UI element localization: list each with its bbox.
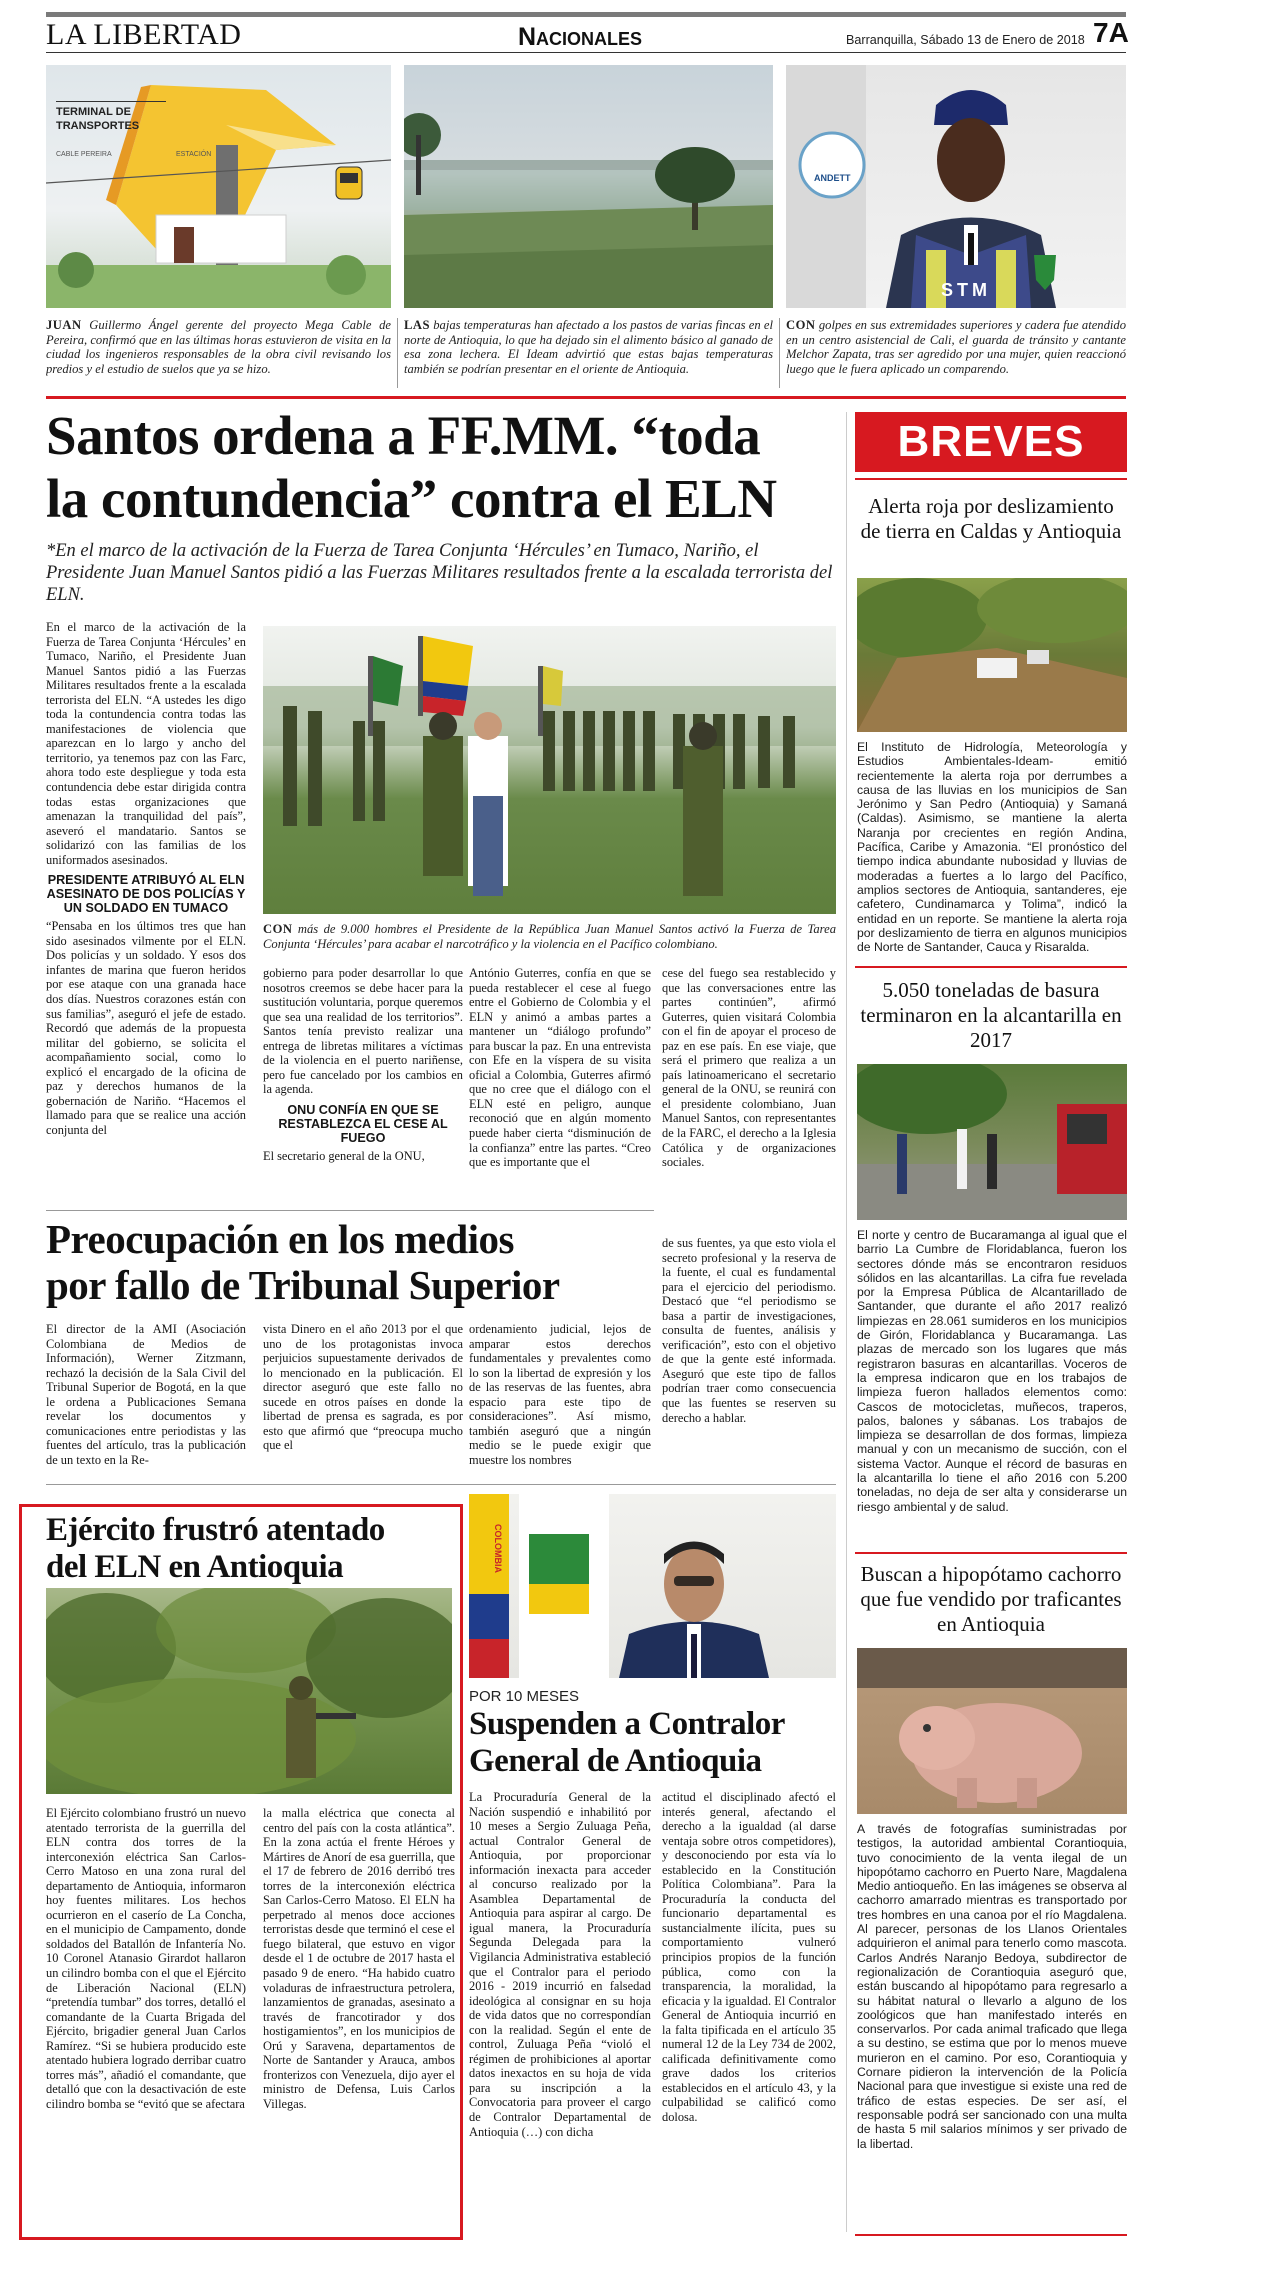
frost-landscape — [404, 65, 773, 308]
story3-headline — [46, 1512, 456, 1586]
main-col1-text: En el marco de la activación de la Fuerza de Tarea Conjunta ‘Hércules’ en Tumaco, Nariño, el Presidente Juan Manuel Santos pidió a las Fuerzas Militares resultados frente a la escalada terrorista del ELN. “A ustedes les digo toda la contundencia contra todas las manifestaciones de violencia que aparezcan en lo largo y ancho del territorio, ya tenemos paz con las Farc, ahora todo este despliegue y toda esta contundencia debe estar dirigida contra todas estas organizaciones que amenazan la tranquilidad del país”, aseveró el mandatario. Santos se solidarizó con las familias de los uniformados asesinados. — [46, 620, 246, 867]
hippo-illustration — [857, 1648, 1127, 1814]
terminal-overlay-title: TERMINAL DE TRANSPORTES — [56, 101, 166, 133]
story2-rule — [46, 1484, 836, 1485]
masthead-page-number: 7A — [1093, 17, 1129, 48]
caption-frost-text: bajas temperaturas han afectado a los pastos de varias fincas en el norte de Antioquia, lo que ha dejado sin el alimento básico al ganado de esa zona lechera. El Ideam advirtió que estas bajas temperaturas también se podrían presentar en el oriente de Antioquia. — [404, 318, 773, 376]
photo-contralor — [469, 1494, 836, 1678]
breve2-text: El norte y centro de Bucaramanga al igual que el barrio La Cumbre de Floridablanca, fueron los sectores dónde más se encontraron residuos sólidos en las alcantarillas. La cifra fue revelada por la Empresa Pública de Alcantarillado de Santander, que durante el año 2017 realizó limpiezas en 28.061 sumideros en los municipios de Girón, Floridablanca y Bucaramanga. Las plazas de mercado son los lugares que más registraron basuras en alcantarillas. Voceros de la empresa indicaron que en los trabajos de limpieza fueron hallados elementos como: Cascos de motocicletas, muñecos, traperos, palos, balones y sábanas. Los trabajos de limpieza se desarrollan de dos formas, limpieza manual y con un mecanismo de succión, con el sistema Vactor. Aunque el récord de basuras en la alcantarilla lo tiene el año 2016 con 5.200 toneladas, no deja de ser alta y considerarse un riesgo ambiental y de salud. — [857, 1228, 1127, 1514]
caption-cable-text: Guillermo Ángel gerente del proyecto Mega Cable de Pereira, confirmó que en las últimas horas estuvieron de visita en la ciudad los ingenieros responsables de la obra civil revisando los predios y el estudio de suelos que ya se hizo. — [46, 318, 391, 376]
story2-headline-line2: por fallo de Tribunal Superior — [46, 1262, 560, 1308]
story2-headline-line1: Preocupación en los medios — [46, 1216, 514, 1262]
story3-col2 — [263, 1806, 455, 2231]
story4-col2 — [662, 1790, 836, 2230]
photo-traffic-officer — [786, 65, 1126, 308]
main-photo-caption — [263, 922, 836, 958]
officer-illustration — [786, 65, 1126, 308]
main-col4-text: cese del fuego sea restablecido y que las conversaciones entre las partes continúen”, afirmó Guterres, quien visitará Colombia con el fin de apoyar el proceso de paz en ese país. En ese viaje, que será el primero que realiza a un país latinoamericano el secretario general de la ONU, se reunirá con el presidente colombiano, Juan Manuel Santos, con representantes de la FARC, el derecho a la Iglesia Católica y de organizaciones sociales. — [662, 966, 836, 1170]
breve-rule-bottom — [855, 2234, 1127, 2236]
story2-headline — [46, 1216, 656, 1308]
photo-soldier-jungle — [46, 1588, 452, 1794]
breves-label-box — [855, 412, 1127, 472]
flag-text-colombia: COLOMBIA — [493, 1524, 503, 1573]
story2-col1-text: El director de la AMI (Asociación Colombiana de Medios de Información), Werner Zitzmann, rechazó la decisión de la Sala Civil del Tribunal Superior de Bogotá, en la que le ordena a Publicaciones Semana revelar los documentos y comunicaciones entre periodistas y las fuentes del artículo, tras la publicación de un texto en la Re- — [46, 1322, 246, 1467]
main-col1 — [46, 620, 246, 1260]
main-col3 — [469, 966, 651, 1256]
photo-cable-car-terminal — [46, 65, 391, 308]
caption-officer-text: golpes en sus extremidades superiores y cadera fue atendido en un centro asistencial de Cali, el guarda de tránsito y cantante Melchor Zapata, tras ser agredido por una mujer, quien reaccionó luego que le fuera aplicado un comparendo. — [786, 318, 1126, 376]
breve-rule-2 — [855, 1552, 1127, 1554]
story2-col2-text: vista Dinero en el año 2013 por el que uno de los protagonistas invoca perjuicios supuestamente derivados de lo mencionado en la publicación. El director aseguró que este fallo no sucede en otros países en donde la libertad de prensa es sagrada, es por esto que afirmó que “preocupa mucho que el — [263, 1322, 463, 1453]
story4-col2-text: actitud el disciplinado afectó el interés general, afectando el derecho a la igualdad (al darse ventaja sobre otros competidores), y desconociendo por esta vía lo establecido en la Constitución Política Colombiana”. Para la Procuraduría la conducta del funcionario departamental es sustancialmente ilícita, pues su comportamiento vulneró principios propios de la función pública, como con la transparencia, la moralidad, la eficacia y la igualdad. El Contralor General de Antioquia incurrió en la falta tipificada en el artículo 35 numeral 12 de la Ley 734 de 2002, calificada definitivamente como grave dados los criterios establecidos en el artículo 43, y la culpabilidad se calificó como dolosa. — [662, 1790, 836, 2125]
breve2-title: 5.050 toneladas de basura terminaron en la alcantarilla en 2017 — [860, 978, 1122, 1052]
caption-cable-lead: JUAN — [46, 318, 82, 332]
main-subhead2: ONU CONFÍA EN QUE SE RESTABLEZCA EL CESE AL FUEGO — [278, 1102, 448, 1145]
main-col1b-text: “Pensaba en los últimos tres que han sido asesinados vilmente por el ELN. Dos policías y un soldado. Y esos dos infantes de marina que fueron heridos por ese ataque con una granada hace dos días. Nuestros corazones están con sus familias”, aseguró el jefe de estado. Recordó que además de la propuesta militar del gobierno, se solicita el acompañamiento social, como lo explicó el encargado de la oficina de paz y derechos humanos de la gobernación de Nariño. “Hacemos el llamado para que se realice una acción conjunta del — [46, 919, 246, 1137]
andett-logo-text: ANDETT — [814, 173, 851, 183]
caption-divider-2 — [779, 318, 780, 388]
main-photo-caption-lead: CON — [263, 922, 293, 936]
main-deck: *En el marco de la activación de la Fuerza de Tarea Conjunta ‘Hércules’ en Tumaco, Nariño, el Presidente Juan Manuel Santos pidió a las Fuerzas Militares resultados frente a la escalada terrorista del ELN. — [46, 541, 833, 605]
masthead-section: Nacionales — [518, 23, 643, 51]
breve1-text: El Instituto de Hidrología, Meteorología y Estudios Ambientales-Ideam- emitió recientemente la alerta roja por derrumbes a causa de las lluvias en los municipios de San Jerónimo y San Pedro (Antioquia) y Samaná (Caldas). Asimismo, se mantiene la alerta Naranja por crecientes en región Andina, Pacífica, Caribe y Amazonia. “El pronóstico del tiempo indica abundante nubosidad y lluvias de moderadas a fuertes a lo largo del Pacífico, amplios sectores de Antioquia, santanderes, eje cafetero, Cundinamarca y Tolima”, indicó la entidad en un reporte. Se mantiene la alerta roja por deslizamiento de tierra en algunos municipios de Norte de Santander, Cauca y Risaralda. — [857, 740, 1127, 955]
main-col2-text: gobierno para poder desarrollar lo que nosotros creemos se debe hacer para la sustitución voluntaria, porque queremos que sea una realidad de los territorios”. Santos tenía previsto realizar una entrega de libretas militares a víctimas de la violencia en el puerto nariñense, pero fue cancelado por los cambios en la agenda. — [263, 966, 463, 1097]
story2-col1 — [46, 1322, 246, 1480]
story2-col4 — [662, 1236, 836, 1480]
caption-frost-lead: LAS — [404, 318, 430, 332]
story4-headline-line1: Suspenden a Contralor — [469, 1706, 785, 1742]
main-col2 — [263, 966, 463, 1256]
story2-col4-text: de sus fuentes, ya que esto viola el secreto profesional y la reserva de la fuente, el cual es fundamental para el ejercicio del periodismo. Destacó que “el periodismo se basa a partir de investigaciones, consulta de fuentes, análisis y verificación”, esto con el objetivo de que la gente esté informada. Aseguró que este tipo de fallos podrían traer como consecuencia que las fuentes se reserven su derecho a hablar. — [662, 1236, 836, 1425]
masthead-bottom-rule — [46, 52, 1126, 53]
breve3-text: A través de fotografías suministradas por testigos, la autoridad ambiental Corantioquia, tuvo conocimiento de la venta ilegal de un hipopótamo cachorro en Puerto Nare, Magdalena Medio antioqueño. En las imágenes se observa al cachorro amarrado mientras es transportado por tres hombres en una canoa por el río Magdalena. Al parecer, personas de los Llanos Orientales adquirieron el animal para tenerlo como mascota. Carlos Andrés Naranjo Bedoya, subdirector de regionalización de Corantioquia aseguró que, están buscando al hipopótamo para regresarlo a su hábitat natural o llevarlo a alguno de los zoológicos que han manifestado interés en conservarlos. Por cada animal traficado que llega a su destino, se estima que por lo menos mueve murieron en el camino. Por eso, Corantioquia y Cornare pidieron la intervención de la Policía Nacional para que investigue si existe una red de tráfico de estas especies. De ser así, el responsable podrá ser sancionado con una multa de hasta 5 mil salarios mínimos y ser privado de la libertad. — [857, 1822, 1127, 2151]
breve1-title: Alerta roja por deslizamiento de tierra en Caldas y Antioquia — [860, 494, 1122, 543]
caption-frost — [404, 318, 773, 390]
photo-sewer-cleaning — [857, 1064, 1127, 1220]
main-col4 — [662, 966, 836, 1256]
story4-headline-line2: General de Antioquia — [469, 1743, 762, 1779]
breve3-title: Buscan a hipopótamo cachorro que fue vendido por traficantes en Antioquia — [860, 1562, 1122, 1636]
story2-col3 — [469, 1322, 651, 1480]
photo-frost-pasture — [404, 65, 773, 308]
story4-col1-text: La Procuraduría General de la Nación suspendió e inhabilitó por 10 meses a Sergio Zuluaga Peña, actual Contralor General de Antioquia, por proporcionar información inexacta para acceder al concurso realizado por la Asamblea Departamental de Antioquia para aspirar al cargo. De igual manera, la Procuraduría Segunda Delegada para la Vigilancia Administrativa estableció que el Contralor para el periodo 2016 - 2019 incurrió en falsedad ideológica al consignar en su hoja de vida datos que no correspondían con la realidad. Según el ente de control, Zuluaga Peña “violó el régimen de prohibiciones al aportar datos inexactos en su hoja de vida para su inscripción a la Convocatoria para proveer el cargo de Contralor Departamental de Antioquia (…) con dicha — [469, 1790, 651, 2139]
breve-rule-1 — [855, 966, 1127, 968]
main-headline — [46, 404, 846, 530]
sewer-illustration — [857, 1064, 1127, 1220]
story3-col1-text: El Ejército colombiano frustró un nuevo atentado terrorista de la guerrilla del ELN contra dos torres de la interconexión eléctrica San Carlos-Cerro Matoso en una zona rural del departamento de Antioquia, informaron hoy fuentes militares. Los hechos ocurrieron en el caserío de La Concha, en el municipio de Campamento, donde soldados del Batallón de Infantería No. 10 Coronel Atanasio Girardot hallaron un cilindro bomba con el que el Ejército de Liberación Nacional (ELN) “pretendía tumbar” dos torres, detalló el comandante de la Cuarta Brigada del Ejército, brigadier general Juan Carlos Ramírez. “Si se hubiera producido este atentado hubiera logrado derribar cuatro torres más”, añadió el comandante, que detalló que con la desactivación de este cilindro bomba se “evitó que se afectara — [46, 1806, 246, 2111]
story4-col1 — [469, 1790, 651, 2230]
masthead-top-rule — [46, 12, 1126, 17]
main-photo-caption-text: más de 9.000 hombres el Presidente de la República Juan Manuel Santos activó la Fuerza de Tarea Conjunta ‘Hércules’ para acabar el narcotráfico y la violencia en el Pacífico colombiano. — [263, 922, 836, 951]
breves-label: BREVES — [897, 417, 1085, 466]
main-headline-line2: la contundencia” contra el ELN — [46, 468, 777, 529]
terminal-overlay-small2: ESTACIÓN — [176, 151, 212, 158]
story2-col2 — [263, 1322, 463, 1480]
story2-col3-text: ordenamiento judicial, lejos de amparar estos derechos fundamentales y prevalentes como lo son la libertad de expresión y los de las reservas de las fuentes, abra espacio para este tipo de consideraciones”. Así mismo, también aseguró que a ningún medio se le puede exigir que muestre los nombres — [469, 1322, 651, 1467]
caption-officer — [786, 318, 1126, 390]
caption-divider-1 — [397, 318, 398, 388]
landslide-illustration — [857, 578, 1127, 732]
photo-santos-ceremony — [263, 626, 836, 914]
story4-headline — [469, 1706, 839, 1780]
story4-kicker: POR 10 MESES — [469, 1688, 580, 1705]
jungle-illustration — [46, 1588, 452, 1794]
photo-landslide — [857, 578, 1127, 732]
masthead-paper-name: LA LIBERTAD — [46, 18, 242, 51]
caption-officer-lead: CON — [786, 318, 816, 332]
story3-col1 — [46, 1806, 246, 2231]
masthead-dateline: Barranquilla, Sábado 13 de Enero de 2018 — [846, 33, 1085, 47]
officer-vest-text: STM — [941, 280, 991, 300]
main-subhead1: PRESIDENTE ATRIBUYÓ AL ELN ASESINATO DE DOS POLICÍAS Y UN SOLDADO EN TUMACO — [46, 873, 246, 916]
breves-under-rule — [855, 478, 1127, 480]
contralor-illustration — [469, 1494, 836, 1678]
story3-col2-text: la malla eléctrica que conecta al centro del país con la costa atlántica”. En la zona actúa el frente Héroes y Mártires de Anorí de esa guerrilla, que el 17 de febrero de 2016 derribó tres torres de la interconexión eléctrica San Carlos-Cerro Matoso. El ELN ha perpetrado al menos doce acciones terroristas desde que terminó el cese el fuego bilateral, que estuvo en vigor desde el 1 de octubre de 2017 hasta el pasado 9 de enero. “Ha habido cuatro voladuras de infraestructura petrolera, lanzamientos de granadas, asesinato a través de francotirador y dos hostigamientos”, en los municipios de Orú y Saravena, departamentos de Norte de Santander y Arauca, ambos fronterizos con Venezuela, dijo ayer el ministro de Defensa, Luis Carlos Villegas. — [263, 1806, 455, 2111]
column-divider-vertical — [846, 412, 847, 2232]
main-headline-line1: Santos ordena a FF.MM. “toda — [46, 405, 761, 466]
top-red-rule — [46, 396, 1126, 399]
photo-baby-hippo — [857, 1648, 1127, 1814]
main-col2b-text: El secretario general de la ONU, — [263, 1148, 425, 1163]
main-col3-text: António Guterres, confía en que se pueda restablecer el cese al fuego entre el Gobierno de Colombia y el ELN y animó a ambas partes a mantener un “diálogo profundo” para buscar la paz. En una entrevista con Efe en la víspera de su visita oficial a Colombia, Guterres afirmó que no cree que el diálogo con el ELN esté en peligro, aunque reconoció que en algún momento puede haber cierta “disminución de la confianza” entre las partes. “Creo que es importante que el — [469, 966, 651, 1170]
main-story-rule — [46, 1210, 654, 1211]
story3-headline-line2: del ELN en Antioquia — [46, 1549, 344, 1585]
story3-headline-line1: Ejército frustró atentado — [46, 1512, 385, 1548]
caption-cable — [46, 318, 391, 390]
ceremony-illustration — [263, 626, 836, 914]
terminal-overlay-small1: CABLE PEREIRA — [56, 151, 112, 158]
